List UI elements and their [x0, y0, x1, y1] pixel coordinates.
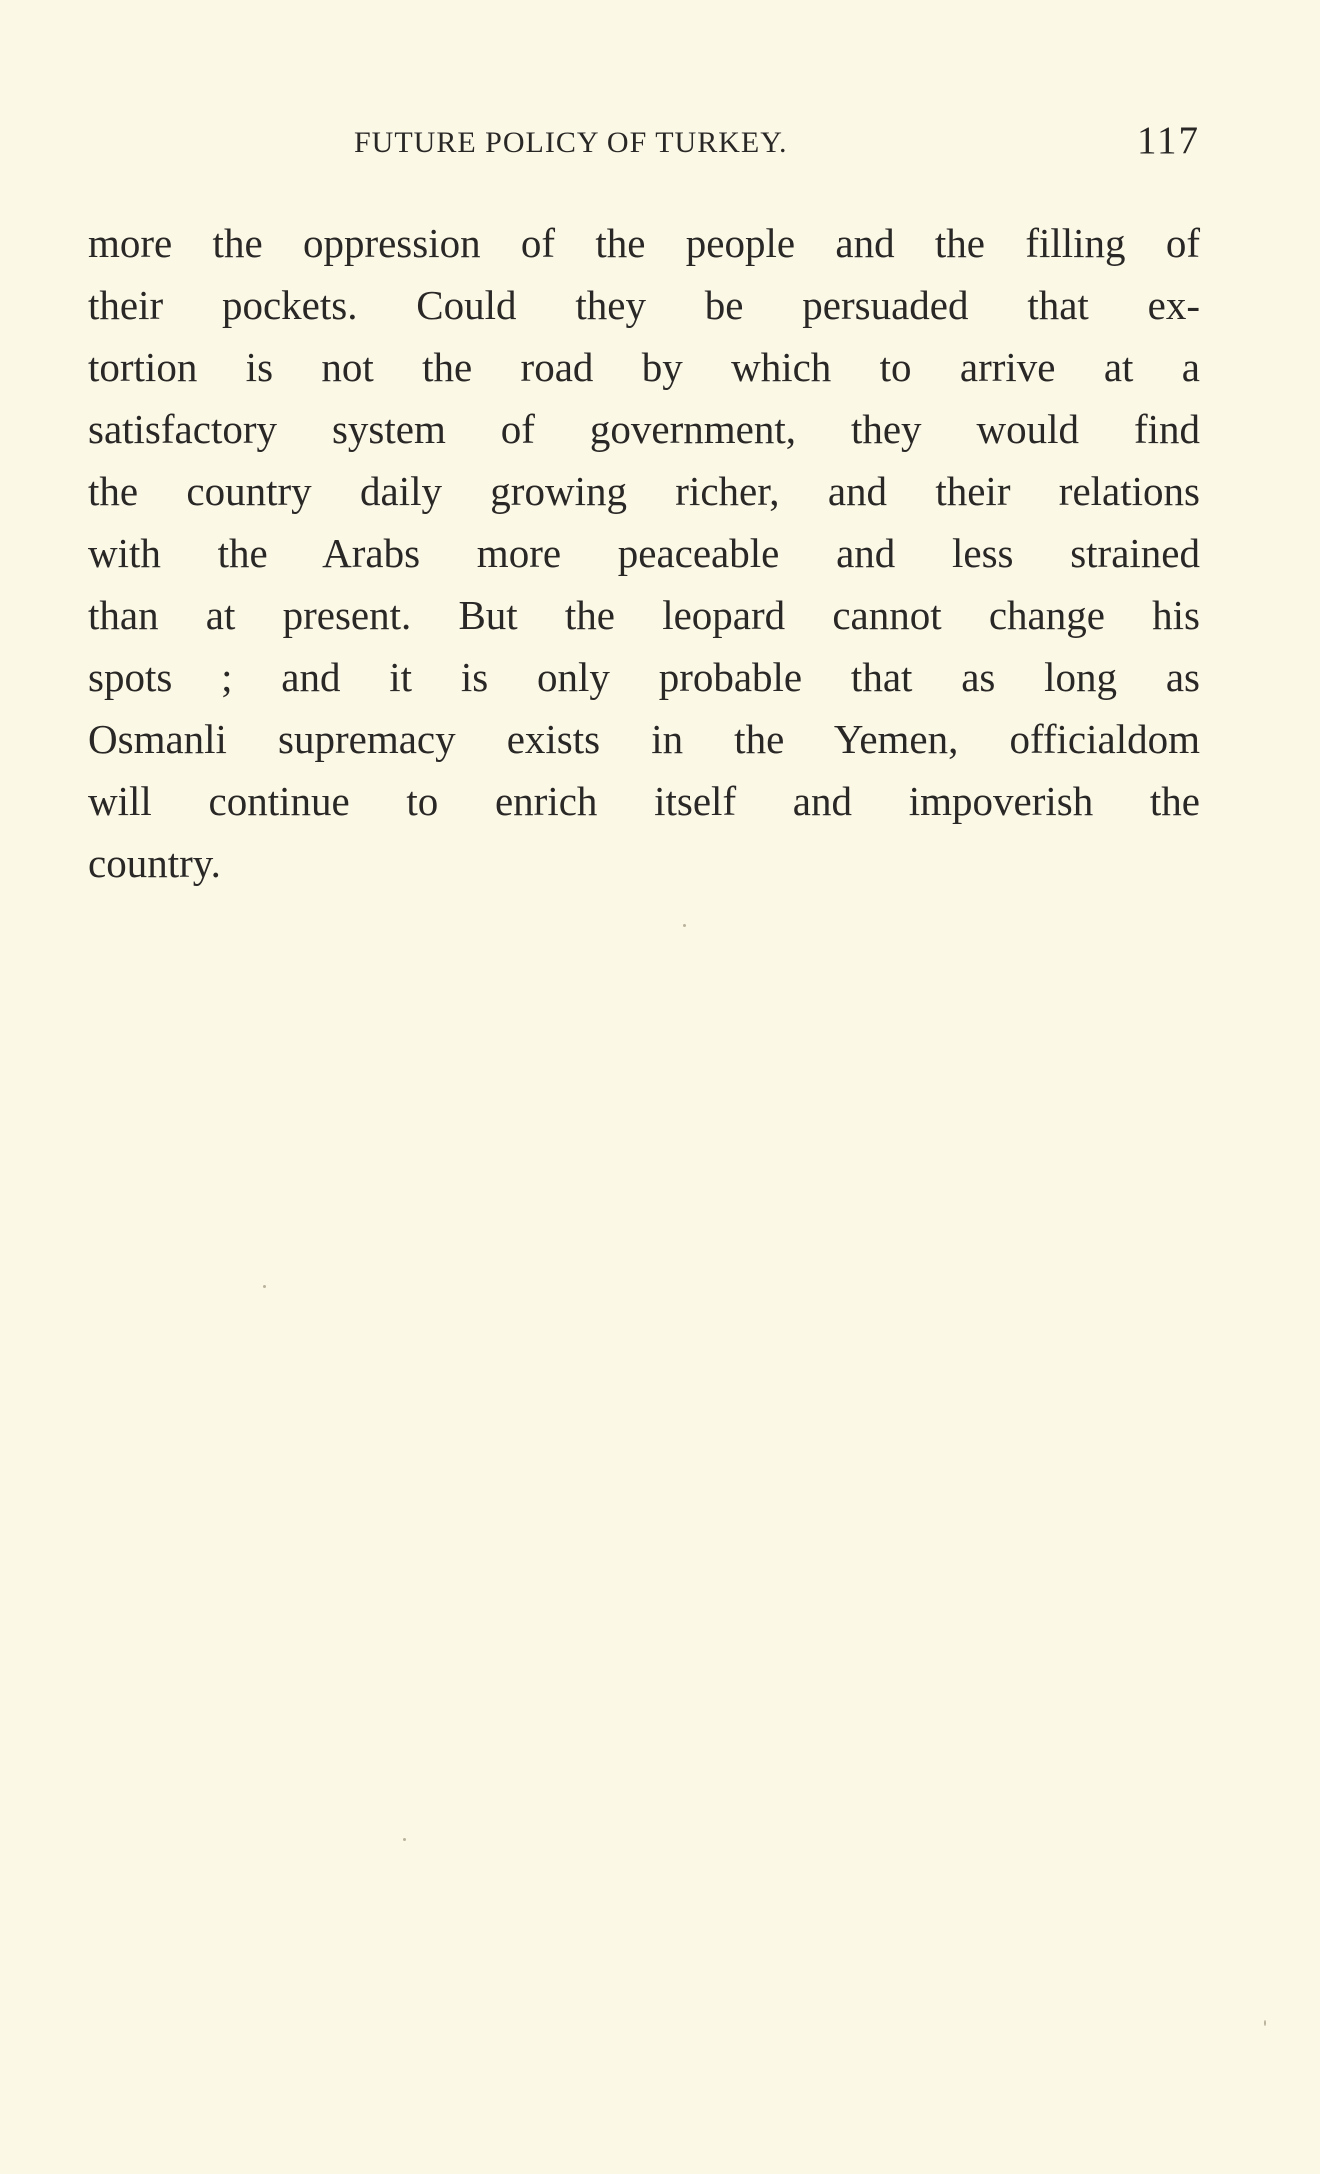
paragraph: [88, 212, 1200, 894]
text-line: with the Arabs more peaceable and less strained: [88, 530, 1200, 576]
text-line: more the oppression of the people and the filling of: [88, 220, 1200, 266]
text-line: than at present. But the leopard cannot change his: [88, 592, 1200, 638]
running-head: [88, 118, 1200, 174]
text-line: tortion is not the road by which to arrive at a: [88, 344, 1200, 390]
paper-speck: [263, 1285, 266, 1288]
paper-speck: [683, 924, 686, 927]
page-number: 117: [1136, 119, 1200, 162]
text-line: the country daily growing richer, and their relations: [88, 468, 1200, 514]
text-line: satisfactory system of government, they would find: [88, 406, 1200, 452]
text-line: spots ; and it is only probable that as long as: [88, 654, 1200, 700]
text-line: Osmanli supremacy exists in the Yemen, officialdom: [88, 716, 1200, 762]
paper-speck: [1264, 2020, 1266, 2026]
paper-speck: [403, 1838, 406, 1841]
text-line: their pockets. Could they be persuaded that ex-: [88, 282, 1200, 328]
text-line-last: country.: [88, 840, 221, 886]
text-line: will continue to enrich itself and impoverish the: [88, 778, 1200, 824]
running-title: FUTURE POLICY OF TURKEY.: [354, 126, 788, 159]
